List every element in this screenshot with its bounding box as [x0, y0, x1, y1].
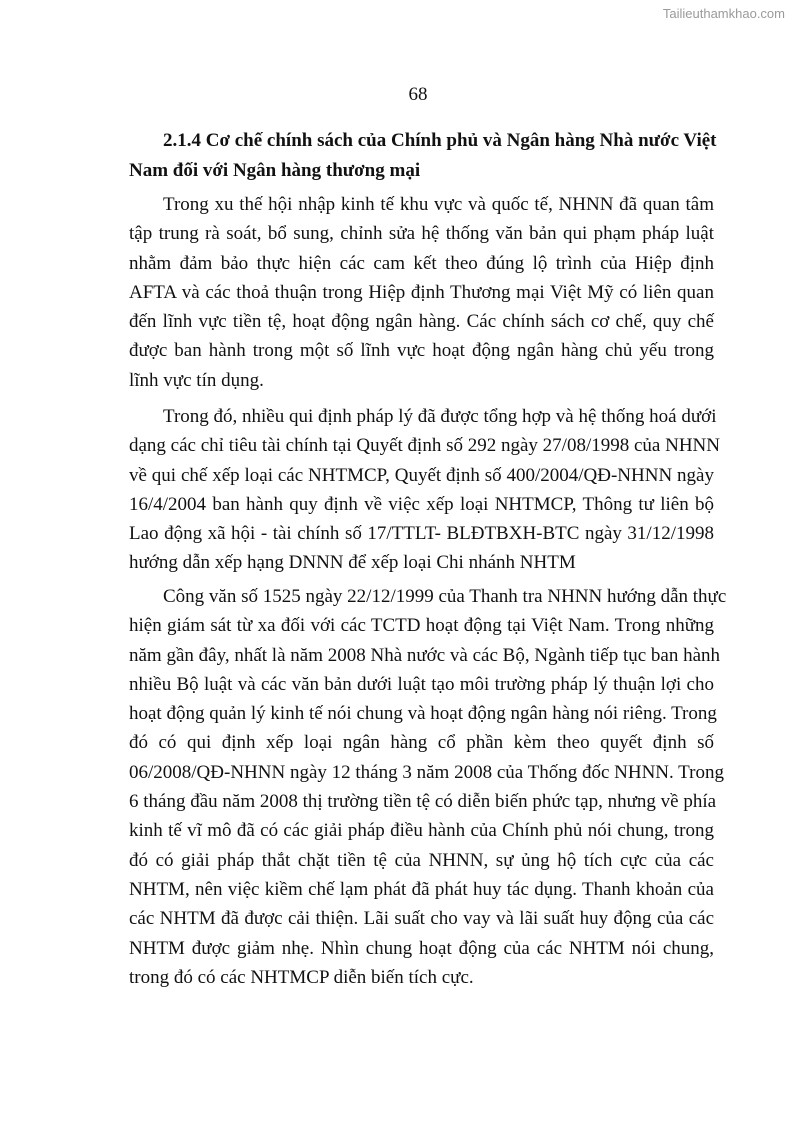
text-line: nhiều Bộ luật và các văn bản dưới luật tạo môi trường pháp lý thuận lợi cho [129, 673, 714, 695]
text-line: năm gần đây, nhất là năm 2008 Nhà nước và các Bộ, Ngành tiếp tục ban hành [129, 644, 721, 666]
text-line: hướng dẫn xếp hạng DNNN để xếp loại Chi nhánh NHTM [129, 552, 576, 574]
text-line: về qui chế xếp loại các NHTMCP, Quyết định số 400/2004/QĐ-NHNN ngày [129, 464, 714, 486]
watermark: Tailieuthamkhao.com [662, 6, 785, 21]
text-line: 06/2008/QĐ-NHNN ngày 12 tháng 3 năm 2008 của Thống đốc NHNN. Trong [129, 761, 724, 783]
heading-line: Nam đối với Ngân hàng thương mại [129, 160, 421, 181]
text-line: Lao động xã hội - tài chính số 17/TTLT- BLĐTBXH-BTC ngày 31/12/1998 [129, 523, 714, 545]
text-line: NHTM được giảm nhẹ. Nhìn chung hoạt động của các NHTM nói chung, [129, 937, 714, 959]
text-line: đó có qui định xếp loại ngân hàng cổ phần kèm theo quyết định số [129, 732, 714, 754]
text-line: Công văn số 1525 ngày 22/12/1999 của Thanh tra NHNN hướng dẫn thực [163, 586, 727, 607]
text-line: đến lĩnh vực tiền tệ, hoạt động ngân hàng. Các chính sách cơ chế, quy chế [129, 311, 714, 333]
text-line: AFTA và các thoả thuận trong Hiệp định Thương mại Việt Mỹ có liên quan [129, 281, 714, 303]
text-line: Trong đó, nhiều qui định pháp lý đã được tổng hợp và hệ thống hoá dưới [163, 406, 717, 427]
text-line: trong đó có các NHTMCP diễn biến tích cực. [129, 966, 474, 988]
paragraph-3 [129, 582, 727, 992]
text-line: các NHTM đã được cải thiện. Lãi suất cho vay và lãi suất huy động của các [129, 908, 714, 930]
text-line: lĩnh vực tín dụng. [129, 369, 264, 391]
text-line: 6 tháng đầu năm 2008 thị trường tiền tệ có diễn biến phức tạp, nhưng về phía [129, 791, 717, 813]
text-line: NHTM, nên việc kiềm chế lạm phát đã phát huy tác dụng. Thanh khoản của [129, 878, 714, 900]
text-line: hoạt động quản lý kinh tế nói chung và hoạt động ngân hàng nói riêng. Trong [129, 703, 717, 725]
text-line: dạng các chỉ tiêu tài chính tại Quyết định số 292 ngày 27/08/1998 của NHNN [129, 435, 720, 457]
paragraph-1 [129, 190, 714, 395]
text-line: được ban hành trong một số lĩnh vực hoạt động ngân hàng chủ yếu trong [129, 340, 714, 362]
text-line: nhằm đảm bảo thực hiện các cam kết theo đúng lộ trình của Hiệp định [129, 252, 714, 274]
heading-line: 2.1.4 Cơ chế chính sách của Chính phủ và Ngân hàng Nhà nước Việt [163, 130, 717, 151]
text-line: hiện giám sát từ xa đối với các TCTD hoạt động tại Việt Nam. Trong những [129, 615, 714, 637]
text-line: kinh tế vĩ mô đã có các giải pháp điều hành của Chính phủ nói chung, trong [129, 820, 714, 842]
section-heading [129, 126, 717, 186]
text-line: Trong xu thế hội nhập kinh tế khu vực và quốc tế, NHNN đã quan tâm [163, 194, 714, 215]
page-number: 68 [408, 84, 428, 105]
paragraph-2 [129, 402, 720, 578]
text-line: đó có giải pháp thắt chặt tiền tệ của NHNN, sự ủng hộ tích cực của các [129, 849, 714, 871]
text-line: 16/4/2004 ban hành quy định về việc xếp loại NHTMCP, Thông tư liên bộ [129, 493, 714, 515]
text-line: tập trung rà soát, bổ sung, chỉnh sửa hệ thống văn bản qui phạm pháp luật [129, 223, 714, 245]
